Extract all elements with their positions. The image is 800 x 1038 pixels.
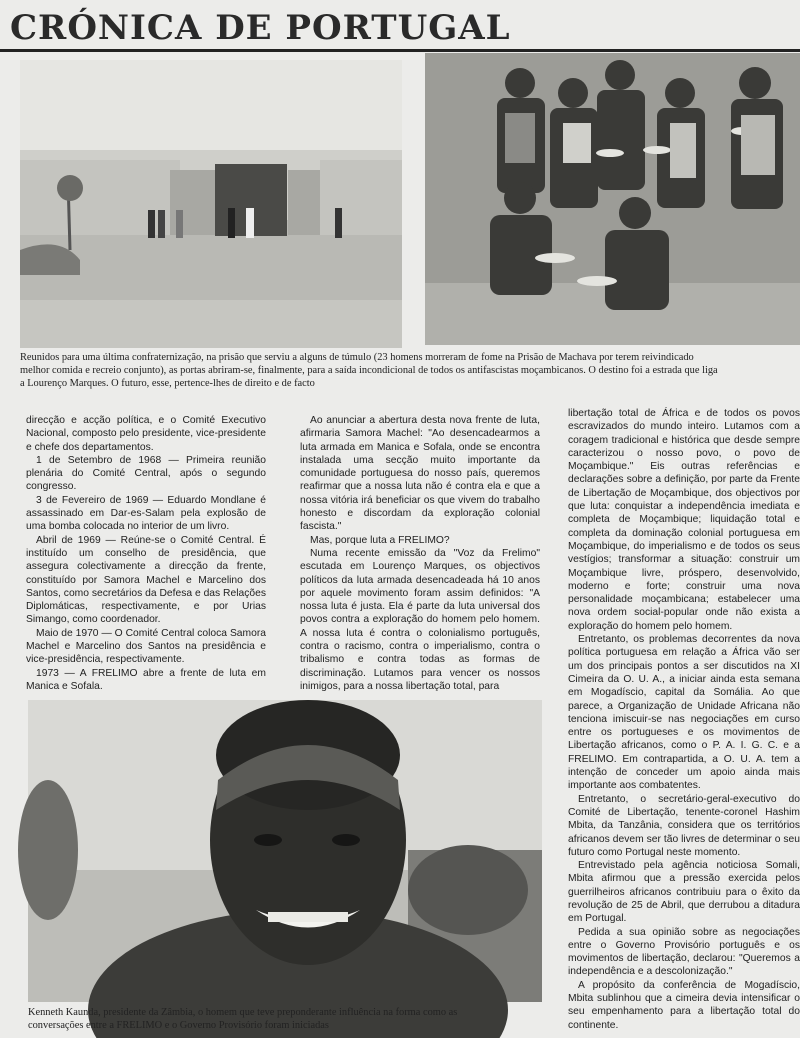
- article-paragraph: Ao anunciar a abertura desta nova frente de luta, afirmaria Samora Machel: "Ao desencadearmos a luta armada em Manica e Sofala, onde se encontra instalada uma secção muito importante da comunidade portuguesa do nosso país, queremos reafirmar que a nossa luta não é contra ela e que a nossa vitória irá beneficiar os que vivem do trabalho honesto e discordam da exploração colonial fascista.": [300, 415, 540, 533]
- photo-prisoners-eating: [425, 53, 800, 345]
- caption-line: a Lourenço Marques. O futuro, esse, pertence-lhes de direito e de facto: [20, 378, 315, 389]
- article-paragraph: Maio de 1970 — O Comité Central coloca Samora Machel e Marcelino dos Santos na presidência e vice-presidência, respectivamente.: [26, 627, 266, 666]
- article-paragraph: Entretanto, o secretário-geral-executivo do Comité de Libertação, tenente-coronel Hashim Mbita, da Tanzânia, considera que os territórios africanos devem ser tão livres de determinar o seu futuro como Portugal neste momento.: [568, 793, 800, 858]
- article-paragraph: direcção e acção política, e o Comité Executivo Nacional, composto pelo presidente, vice-presidente e chefe dos departamentos.: [26, 415, 266, 453]
- caption-line: Kenneth Kaunda, presidente da Zâmbia, o homem que teve preponderante influência na forma como as: [28, 1007, 458, 1018]
- caption-line: Reunidos para uma última confraternização, na prisão que serviu a alguns de túmulo (23 homens morreram de fome na Prisão de Machava por terem reivindicado: [20, 352, 694, 363]
- article-column-3: [568, 407, 800, 1033]
- article-paragraph: 3 de Fevereiro de 1969 — Eduardo Mondlane é assassinado em Dar-es-Salam pela explosão de uma bomba colocada no interior de um livro.: [26, 494, 266, 533]
- caption-line: melhor comida e recreio conjunto), as portas abriram-se, finalmente, para a saída incondicional de todos os antifascistas moçambicanos. O destino foi a estrada que liga: [20, 365, 718, 376]
- article-paragraph: Entretanto, os problemas decorrentes da nova política portuguesa em relação a África vão ser um dos principais pontos a ser discutidos na XI Cimeira da O. U. A., a iniciar ainda esta semana em Mogadíscio, capital da Somália. Ao que parece, a Organização de Unidade Africana não tenciona imiscuir-se nas negociações em curso entre os portugueses e os movimentos de Libertação africanos, como o P. A. I. G. C. e a FRELIMO. Em contrapartida, a O. U. A. tem a intenção de conceder um apoio ainda mais importante aos combatentes.: [568, 634, 800, 792]
- article-paragraph: Numa recente emissão da "Voz da Frelimo" escutada em Lourenço Marques, os objectivos políticos da luta armada desencadeada há 10 anos por aquele movimento foram assim definidos: "A nossa luta é justa. Ela é parte da luta universal dos povos contra a exploração do homem pelo homem. A nossa luta é contra o colonialismo português, contra o racismo, contra o imperialismo, contra o tribalismo e contra todas as formas de discriminação. Lutamos para vencer os nossos inimigos, para a nossa libertação total, para: [300, 547, 540, 692]
- article-paragraph: libertação total de África e de todos os povos escravizados do mundo inteiro. Lutamos com a coragem tradicional e histórica que desde sempre caracterizou o nosso povo, o povo de Moçambique." Eis outras referências e declarações sobre a definição, por parte da Frente de Libertação de Moçambique, dos objectivos por que luta: conquistar a independência imediata e completa de Moçambique; liquidação total e completa da dominação colonial portuguesa em Moçambique, do imperialismo e de todos os seus vestígios; transformar a situação: construir um Moçambique livre, próspero, desenvolvido, moderno e forte; construir uma nova personalidade moçambicana; estabelecer uma nova ordem social-popular onde não exista a exploração do homem pelo homem.: [568, 408, 800, 632]
- article-column-1: [26, 414, 266, 692]
- page-title: CRÓNICA DE PORTUGAL: [10, 8, 511, 48]
- header-rule: [0, 49, 800, 52]
- article-paragraph: 1 de Setembro de 1968 — Primeira reunião plenária do Comité Central, após o segundo congresso.: [26, 454, 266, 493]
- photo-kenneth-kaunda: [28, 700, 542, 1002]
- caption-line: conversações entre a FRELIMO e o Governo Provisório foram iniciadas: [28, 1020, 329, 1031]
- article-paragraph: 1973 — A FRELIMO abre a frente de luta em Manica e Sofala.: [26, 667, 266, 692]
- article-paragraph: Entrevistado pela agência noticiosa Somali, Mbita afirmou que a pressão exercida pelos guerrilheiros africanos contribuiu para o êxito da revolução de 25 de Abril, que derrubou a ditadura em Portugal.: [568, 860, 800, 925]
- article-paragraph: Abril de 1969 — Reúne-se o Comité Central. É instituído um conselho de presidência, que assegura colectivamente a direcção da frente, constituído por Samora Machel e Marcelino dos Santos, como secretários da Defesa e das Relações Diplomáticas, respectivamente, e por Urias Simango, como coordenador.: [26, 534, 266, 626]
- photo-caption-prison: [20, 351, 800, 393]
- article-paragraph: Pedida a sua opinião sobre as negociações entre o Governo Provisório português e os movimentos de libertação, declarou: "Queremos a independência e a descolonização.": [568, 926, 800, 978]
- photo-caption-kaunda: [28, 1006, 548, 1034]
- article-paragraph: Mas, porque luta a FRELIMO?: [310, 534, 450, 546]
- article-column-2: [300, 414, 540, 690]
- article-paragraph: A propósito da conferência de Mogadíscio, Mbita sublinhou que a cimeira devia intensificar o seu empenhamento para a libertação total do continente.: [568, 979, 800, 1031]
- photo-prison-exterior: [20, 60, 402, 348]
